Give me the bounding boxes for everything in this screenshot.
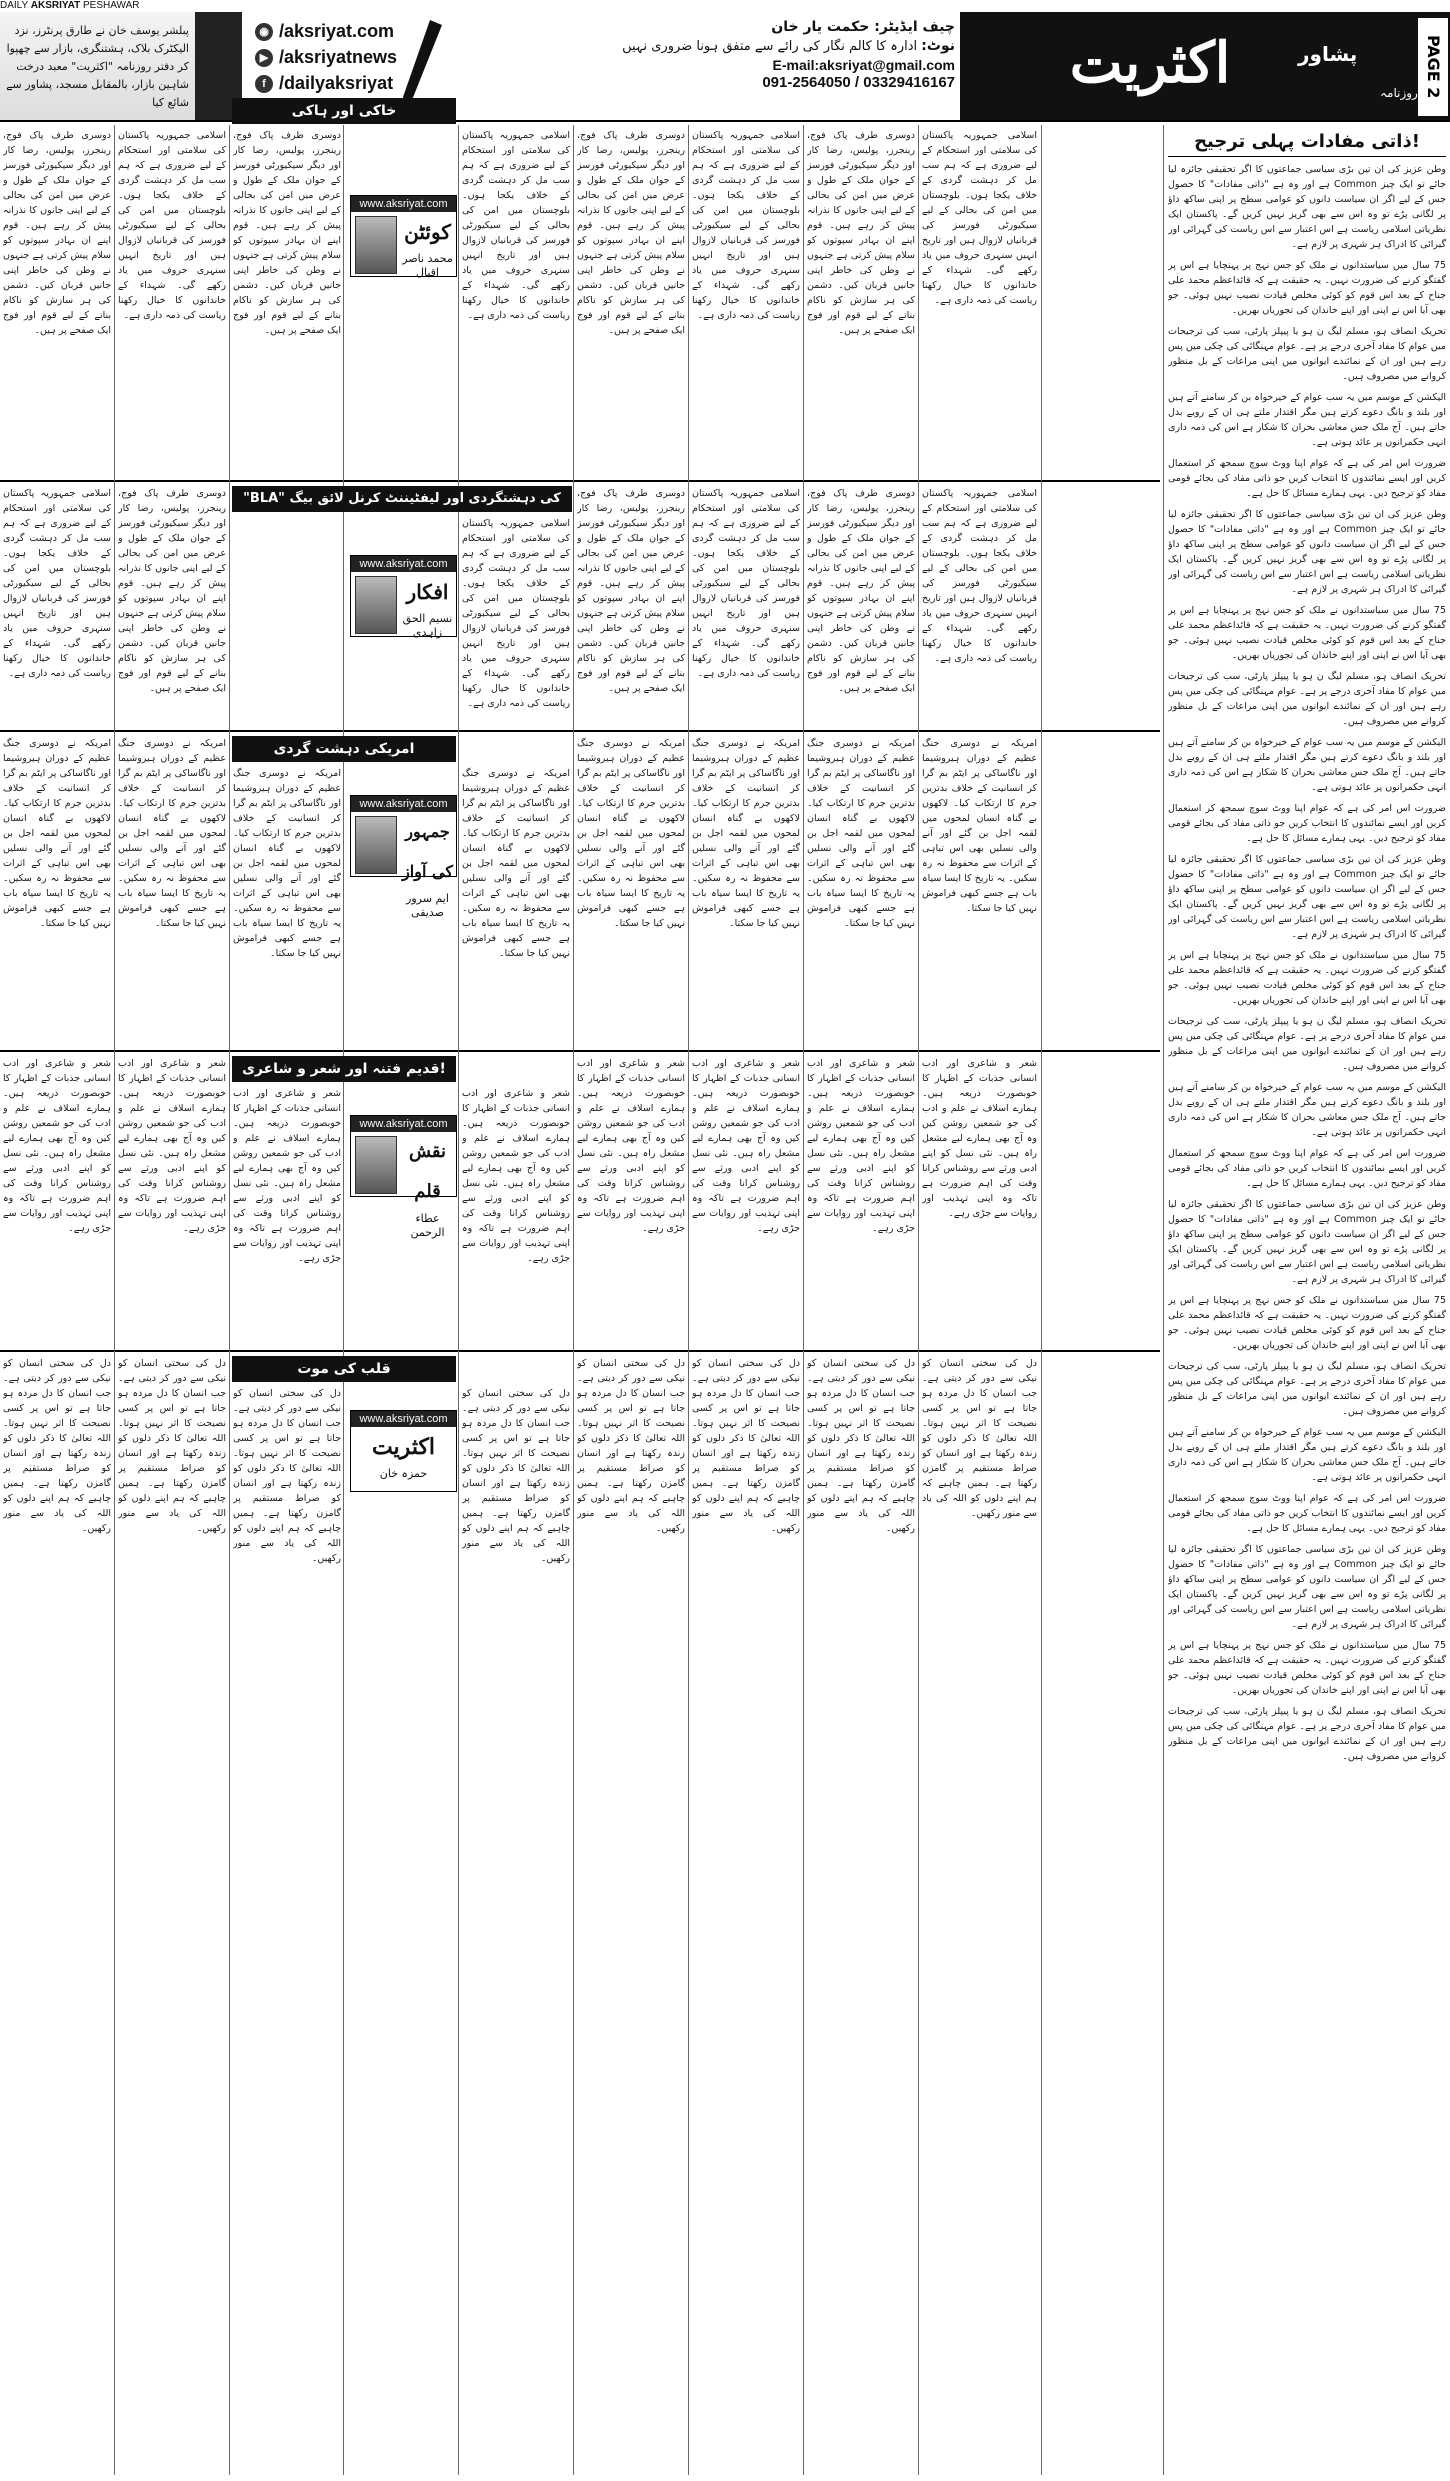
column-rule (1041, 125, 1042, 2475)
globe-icon: ◉ (255, 23, 273, 41)
lead-paragraph: 75 سال میں سیاستدانوں نے ملک کو جس نہج پر پہنچایا ہے اس پر گفتگو کرنے کی ضرورت نہیں۔ یہ حقیقت ہے کہ قائداعظم محمد علی جناح کے بعد اس قوم کو کوئی مخلص قیادت نصیب نہیں ہوئی۔ جو بھی آیا اس نے اپنی اور اپنے خاندان کی تجوریاں بھریں۔ (1168, 1295, 1446, 1351)
article-column: شعر و شاعری اور ادب انسانی جذبات کے اظہار کا خوبصورت ذریعہ ہیں۔ ہمارے اسلاف نے علم و ادب کی جو شمعیں روشن کیں وہ آج بھی ہمارے لیے مشعل راہ ہیں۔ نئی نسل کو اپنے ادبی ورثے سے روشناس کرانا وقت کی اہم ضرورت ہے تاکہ وہ اپنی تہذیب اور روایات سے جڑی رہے۔ (692, 1058, 800, 1234)
section-heading: قدیم فتنہ اور شعر و شاعری! (232, 1056, 456, 1082)
section-heading: "BLA" کی دہشتگردی اور لیفٹیننٹ کرنل لائق بیگ مرزا کی شہادت (232, 486, 572, 512)
column-rule (229, 125, 230, 2475)
article-column: دوسری طرف پاک فوج، رینجرز، پولیس، رضا کار اور دیگر سیکیورٹی فورسز کے جوان ملک کے طول و عرض میں امن کی بحالی کے لیے اپنی جانوں کا نذرانہ پیش کر رہے ہیں۔ قوم اپنے ان بہادر سپوتوں کو سلام پیش کرتی ہے جنہوں نے وطن کی خاطر اپنی جانیں قربان کیں۔ دشمن کی ہر سازش کو ناکام بنانے کے لیے قوم اور فوج ایک صفحے پر ہیں۔ (807, 130, 915, 336)
lead-paragraph: تحریک انصاف ہو، مسلم لیگ ن ہو یا پیپلز پارٹی، سب کی ترجیحات میں عوام کا مفاد آخری درجے پر ہے۔ عوام مہنگائی کی چکی میں پس رہے ہیں اور ان کے نمائندے ایوانوں میں اپنی مراعات کے بل منظور کروانے میں مصروف ہیں۔ (1168, 1361, 1446, 1417)
column-title: جمہور کی آواز (402, 822, 453, 881)
article-column: امریکہ نے دوسری جنگ عظیم کے دوران ہیروشیما اور ناگاساکی پر ایٹم بم گرا کر انسانیت کے خلاف بدترین جرم کا ارتکاب کیا۔ لاکھوں بے گناہ انسان لمحوں میں لقمہ اجل بن گئے اور آنے والی نسلیں بھی اس تباہی کے اثرات سے محفوظ نہ رہ سکیں۔ یہ تاریخ کا ایسا سیاہ باب ہے جسے کبھی فراموش نہیں کیا جا سکتا۔ (807, 738, 915, 929)
lead-paragraph: تحریک انصاف ہو، مسلم لیگ ن ہو یا پیپلز پارٹی، سب کی ترجیحات میں عوام کا مفاد آخری درجے پر ہے۔ عوام مہنگائی کی چکی میں پس رہے ہیں اور ان کے نمائندے ایوانوں میں اپنی مراعات کے بل منظور کروانے میں مصروف ہیں۔ (1168, 671, 1446, 727)
column-logo-box (350, 795, 457, 919)
lead-paragraph: تحریک انصاف ہو، مسلم لیگ ن ہو یا پیپلز پارٹی، سب کی ترجیحات میں عوام کا مفاد آخری درجے پر ہے۔ عوام مہنگائی کی چکی میں پس رہے ہیں اور ان کے نمائندے ایوانوں میں اپنی مراعات کے بل منظور کروانے میں مصروف ہیں۔ (1168, 1706, 1446, 1762)
column-rule (114, 125, 115, 2475)
lead-paragraph: ضرورت اس امر کی ہے کہ عوام اپنا ووٹ سوچ سمجھ کر استعمال کریں اور ایسے نمائندوں کا انتخاب کریں جو ذاتی مفاد کی بجائے قومی مفاد کو ترجیح دیں۔ یہی ہمارے مسائل کا حل ہے۔ (1168, 803, 1446, 844)
article-column: شعر و شاعری اور ادب انسانی جذبات کے اظہار کا خوبصورت ذریعہ ہیں۔ ہمارے اسلاف نے علم و ادب کی جو شمعیں روشن کیں وہ آج بھی ہمارے لیے مشعل راہ ہیں۔ نئی نسل کو اپنے ادبی ورثے سے روشناس کرانا وقت کی اہم ضرورت ہے تاکہ وہ اپنی تہذیب اور روایات سے جڑی رہے۔ (922, 1058, 1037, 1219)
note-label: نوٹ: (921, 38, 955, 54)
article-column: دل کی سختی انسان کو نیکی سے دور کر دیتی ہے۔ جب انسان کا دل مردہ ہو جاتا ہے تو اس پر کسی نصیحت کا اثر نہیں ہوتا۔ اللہ تعالیٰ کا ذکر دلوں کو زندہ رکھتا ہے اور انسان کو صراط مستقیم پر گامزن رکھتا ہے۔ ہمیں چاہیے کہ ہم اپنے دلوں کو اللہ کی یاد سے منور رکھیں۔ (692, 1358, 800, 1534)
article-column: اسلامی جمہوریہ پاکستان کی سلامتی اور استحکام کے لیے ضروری ہے کہ ہم سب مل کر دہشت گردی کے خلاف یکجا ہوں۔ بلوچستان میں امن کی بحالی کے لیے سیکیورٹی فورسز کی قربانیاں لازوال ہیں اور تاریخ انہیں سنہری حروف میں یاد رکھے گی۔ شہداء کے خاندانوں کا خیال رکھنا ریاست کی ذمہ داری ہے۔ (462, 518, 570, 709)
article-column: دل کی سختی انسان کو نیکی سے دور کر دیتی ہے۔ جب انسان کا دل مردہ ہو جاتا ہے تو اس پر کسی نصیحت کا اثر نہیں ہوتا۔ اللہ تعالیٰ کا ذکر دلوں کو زندہ رکھتا ہے اور انسان کو صراط مستقیم پر گامزن رکھتا ہے۔ ہمیں چاہیے کہ ہم اپنے دلوں کو اللہ کی یاد سے منور رکھیں۔ (3, 1358, 111, 1534)
lead-paragraph: 75 سال میں سیاستدانوں نے ملک کو جس نہج پر پہنچایا ہے اس پر گفتگو کرنے کی ضرورت نہیں۔ یہ حقیقت ہے کہ قائداعظم محمد علی جناح کے بعد اس قوم کو کوئی مخلص قیادت نصیب نہیں ہوئی۔ جو بھی آیا اس نے اپنی اور اپنے خاندان کی تجوریاں بھریں۔ (1168, 605, 1446, 661)
article-column: اسلامی جمہوریہ پاکستان کی سلامتی اور استحکام کے لیے ضروری ہے کہ ہم سب مل کر دہشت گردی کے خلاف یکجا ہوں۔ بلوچستان میں امن کی بحالی کے لیے سیکیورٹی فورسز کی قربانیاں لازوال ہیں اور تاریخ انہیں سنہری حروف میں یاد رکھے گی۔ شہداء کے خاندانوں کا خیال رکھنا ریاست کی ذمہ داری ہے۔ (692, 130, 800, 321)
lead-paragraph: الیکشن کے موسم میں یہ سب عوام کے خیرخواہ بن کر سامنے آتے ہیں اور بلند و بانگ دعوے کرتے ہیں مگر اقتدار ملتے ہی ان کے رویے بدل جاتے ہیں۔ آج ملک جس معاشی بحران کا شکار ہے اس کی ذمہ داری انہی حکمرانوں پر عائد ہوتی ہے۔ (1168, 1082, 1446, 1138)
top-label-city: PESHAWAR (83, 0, 140, 11)
column-url: www.aksriyat.com (351, 1411, 456, 1427)
top-label (0, 0, 1450, 12)
lead-paragraph: ضرورت اس امر کی ہے کہ عوام اپنا ووٹ سوچ سمجھ کر استعمال کریں اور ایسے نمائندوں کا انتخاب کریں جو ذاتی مفاد کی بجائے قومی مفاد کو ترجیح دیں۔ یہی ہمارے مسائل کا حل ہے۔ (1168, 1148, 1446, 1189)
social-link-facebook[interactable] (255, 70, 405, 96)
article-column: دل کی سختی انسان کو نیکی سے دور کر دیتی ہے۔ جب انسان کا دل مردہ ہو جاتا ہے تو اس پر کسی نصیحت کا اثر نہیں ہوتا۔ اللہ تعالیٰ کا ذکر دلوں کو زندہ رکھتا ہے اور انسان کو صراط مستقیم پر گامزن رکھتا ہے۔ ہمیں چاہیے کہ ہم اپنے دلوں کو اللہ کی یاد سے منور رکھیں۔ (577, 1358, 685, 1534)
column-rule (573, 125, 574, 2475)
section-heading: امریکی دہشت گردی (232, 736, 456, 762)
lead-paragraph: تحریک انصاف ہو، مسلم لیگ ن ہو یا پیپلز پارٹی، سب کی ترجیحات میں عوام کا مفاد آخری درجے پر ہے۔ عوام مہنگائی کی چکی میں پس رہے ہیں اور ان کے نمائندے ایوانوں میں اپنی مراعات کے بل منظور کروانے میں مصروف ہیں۔ (1168, 1016, 1446, 1072)
article-column: اسلامی جمہوریہ پاکستان کی سلامتی اور استحکام کے لیے ضروری ہے کہ ہم سب مل کر دہشت گردی کے خلاف یکجا ہوں۔ بلوچستان میں امن کی بحالی کے لیے سیکیورٹی فورسز کی قربانیاں لازوال ہیں اور تاریخ انہیں سنہری حروف میں یاد رکھے گی۔ شہداء کے خاندانوں کا خیال رکھنا ریاست کی ذمہ داری ہے۔ (118, 130, 226, 321)
column-title: کوئٹن (404, 220, 451, 244)
article-column: اسلامی جمہوریہ پاکستان کی سلامتی اور استحکام کے لیے ضروری ہے کہ ہم سب مل کر دہشت گردی کے خلاف یکجا ہوں۔ بلوچستان میں امن کی بحالی کے لیے سیکیورٹی فورسز کی قربانیاں لازوال ہیں اور تاریخ انہیں سنہری حروف میں یاد رکھے گی۔ شہداء کے خاندانوں کا خیال رکھنا ریاست کی ذمہ داری ہے۔ (922, 130, 1037, 306)
lead-paragraph: وطن عزیز کی ان تین بڑی سیاسی جماعتوں کا اگر تحقیقی جائزہ لیا جائے تو ایک چیز Common ہے اور وہ ہے "ذاتی مفادات" کا حصول جس کے لیے اگر ان سیاست دانوں کو عوامی سطح پر اپنی ساکھ داؤ پر لگانی پڑے تو وہ اس سے بھی گریز نہیں کریں گے۔ پاکستان ایک نظریاتی اسلامی ریاست ہے اس اعتبار سے اس ریاست کی گہرائی اور گیرائی کا ادراک ہر شہری پر لازم ہے۔ (1168, 1199, 1446, 1285)
section-heading: خاکی اور ہاکی (232, 98, 456, 124)
column-logo-box (350, 1115, 457, 1239)
note-text: ادارہ کا کالم نگار کی رائے سے متفق ہونا ضروری نہیں (622, 39, 918, 54)
logo-city: پشاور (1298, 42, 1358, 66)
column-url: www.aksriyat.com (351, 796, 456, 812)
newspaper-logo: اکثریت (1069, 30, 1231, 96)
lead-paragraph: وطن عزیز کی ان تین بڑی سیاسی جماعتوں کا اگر تحقیقی جائزہ لیا جائے تو ایک چیز Common ہے اور وہ ہے "ذاتی مفادات" کا حصول جس کے لیے اگر ان سیاست دانوں کو عوامی سطح پر اپنی ساکھ داؤ پر لگانی پڑے تو وہ اس سے بھی گریز نہیں کریں گے۔ پاکستان ایک نظریاتی اسلامی ریاست ہے اس اعتبار سے اس ریاست کی گہرائی اور گیرائی کا ادراک ہر شہری پر لازم ہے۔ (1168, 509, 1446, 595)
social-link-youtube[interactable] (255, 44, 405, 70)
column-logo-box (350, 1410, 457, 1492)
column-author: محمد ناصر اقبال (402, 252, 453, 279)
column-title: نقش قلم (408, 1141, 447, 1202)
article-column: امریکہ نے دوسری جنگ عظیم کے دوران ہیروشیما اور ناگاساکی پر ایٹم بم گرا کر انسانیت کے خلاف بدترین جرم کا ارتکاب کیا۔ لاکھوں بے گناہ انسان لمحوں میں لقمہ اجل بن گئے اور آنے والی نسلیں بھی اس تباہی کے اثرات سے محفوظ نہ رہ سکیں۔ یہ تاریخ کا ایسا سیاہ باب ہے جسے کبھی فراموش نہیں کیا جا سکتا۔ (922, 738, 1037, 914)
column-rule (803, 125, 804, 2475)
article-column: اسلامی جمہوریہ پاکستان کی سلامتی اور استحکام کے لیے ضروری ہے کہ ہم سب مل کر دہشت گردی کے خلاف یکجا ہوں۔ بلوچستان میں امن کی بحالی کے لیے سیکیورٹی فورسز کی قربانیاں لازوال ہیں اور تاریخ انہیں سنہری حروف میں یاد رکھے گی۔ شہداء کے خاندانوں کا خیال رکھنا ریاست کی ذمہ داری ہے۔ (462, 130, 570, 321)
social-link-website[interactable] (255, 18, 405, 44)
article-column: دل کی سختی انسان کو نیکی سے دور کر دیتی ہے۔ جب انسان کا دل مردہ ہو جاتا ہے تو اس پر کسی نصیحت کا اثر نہیں ہوتا۔ اللہ تعالیٰ کا ذکر دلوں کو زندہ رکھتا ہے اور انسان کو صراط مستقیم پر گامزن رکھتا ہے۔ ہمیں چاہیے کہ ہم اپنے دلوں کو اللہ کی یاد سے منور رکھیں۔ (807, 1358, 915, 1534)
section-rule (0, 730, 1160, 732)
author-photo (355, 816, 397, 874)
article-column: دل کی سختی انسان کو نیکی سے دور کر دیتی ہے۔ جب انسان کا دل مردہ ہو جاتا ہے تو اس پر کسی نصیحت کا اثر نہیں ہوتا۔ اللہ تعالیٰ کا ذکر دلوں کو زندہ رکھتا ہے اور انسان کو صراط مستقیم پر گامزن رکھتا ہے۔ ہمیں چاہیے کہ ہم اپنے دلوں کو اللہ کی یاد سے منور رکھیں۔ (233, 1388, 341, 1564)
lead-paragraph: ضرورت اس امر کی ہے کہ عوام اپنا ووٹ سوچ سمجھ کر استعمال کریں اور ایسے نمائندوں کا انتخاب کریں جو ذاتی مفاد کی بجائے قومی مفاد کو ترجیح دیں۔ یہی ہمارے مسائل کا حل ہے۔ (1168, 1493, 1446, 1534)
article-column: دوسری طرف پاک فوج، رینجرز، پولیس، رضا کار اور دیگر سیکیورٹی فورسز کے جوان ملک کے طول و عرض میں امن کی بحالی کے لیے اپنی جانوں کا نذرانہ پیش کر رہے ہیں۔ قوم اپنے ان بہادر سپوتوں کو سلام پیش کرتی ہے جنہوں نے وطن کی خاطر اپنی جانیں قربان کیں۔ دشمن کی ہر سازش کو ناکام بنانے کے لیے قوم اور فوج ایک صفحے پر ہیں۔ (118, 488, 226, 694)
column-author: حمزہ خان (379, 1467, 428, 1480)
social-label: /aksriyat.com (279, 21, 395, 41)
lead-paragraph: الیکشن کے موسم میں یہ سب عوام کے خیرخواہ بن کر سامنے آتے ہیں اور بلند و بانگ دعوے کرتے ہیں مگر اقتدار ملتے ہی ان کے رویے بدل جاتے ہیں۔ آج ملک جس معاشی بحران کا شکار ہے اس کی ذمہ داری انہی حکمرانوں پر عائد ہوتی ہے۔ (1168, 1427, 1446, 1483)
column-logo-box (350, 555, 457, 637)
lead-paragraph: الیکشن کے موسم میں یہ سب عوام کے خیرخواہ بن کر سامنے آتے ہیں اور بلند و بانگ دعوے کرتے ہیں مگر اقتدار ملتے ہی ان کے رویے بدل جاتے ہیں۔ آج ملک جس معاشی بحران کا شکار ہے اس کی ذمہ داری انہی حکمرانوں پر عائد ہوتی ہے۔ (1168, 392, 1446, 448)
lead-paragraph: ضرورت اس امر کی ہے کہ عوام اپنا ووٹ سوچ سمجھ کر استعمال کریں اور ایسے نمائندوں کا انتخاب کریں جو ذاتی مفاد کی بجائے قومی مفاد کو ترجیح دیں۔ یہی ہمارے مسائل کا حل ہے۔ (1168, 458, 1446, 499)
article-column: اسلامی جمہوریہ پاکستان کی سلامتی اور استحکام کے لیے ضروری ہے کہ ہم سب مل کر دہشت گردی کے خلاف یکجا ہوں۔ بلوچستان میں امن کی بحالی کے لیے سیکیورٹی فورسز کی قربانیاں لازوال ہیں اور تاریخ انہیں سنہری حروف میں یاد رکھے گی۔ شہداء کے خاندانوں کا خیال رکھنا ریاست کی ذمہ داری ہے۔ (692, 488, 800, 679)
article-column: دوسری طرف پاک فوج، رینجرز، پولیس، رضا کار اور دیگر سیکیورٹی فورسز کے جوان ملک کے طول و عرض میں امن کی بحالی کے لیے اپنی جانوں کا نذرانہ پیش کر رہے ہیں۔ قوم اپنے ان بہادر سپوتوں کو سلام پیش کرتی ہے جنہوں نے وطن کی خاطر اپنی جانیں قربان کیں۔ دشمن کی ہر سازش کو ناکام بنانے کے لیے قوم اور فوج ایک صفحے پر ہیں۔ (3, 130, 111, 336)
author-photo (355, 1136, 397, 1194)
facebook-icon: f (255, 75, 273, 93)
lead-paragraph: 75 سال میں سیاستدانوں نے ملک کو جس نہج پر پہنچایا ہے اس پر گفتگو کرنے کی ضرورت نہیں۔ یہ حقیقت ہے کہ قائداعظم محمد علی جناح کے بعد اس قوم کو کوئی مخلص قیادت نصیب نہیں ہوئی۔ جو بھی آیا اس نے اپنی اور اپنے خاندان کی تجوریاں بھریں۔ (1168, 1640, 1446, 1696)
article-column: امریکہ نے دوسری جنگ عظیم کے دوران ہیروشیما اور ناگاساکی پر ایٹم بم گرا کر انسانیت کے خلاف بدترین جرم کا ارتکاب کیا۔ لاکھوں بے گناہ انسان لمحوں میں لقمہ اجل بن گئے اور آنے والی نسلیں بھی اس تباہی کے اثرات سے محفوظ نہ رہ سکیں۔ یہ تاریخ کا ایسا سیاہ باب ہے جسے کبھی فراموش نہیں کیا جا سکتا۔ (577, 738, 685, 929)
section-rule (0, 1050, 1160, 1052)
top-label-name: AKSRIYAT (30, 0, 81, 11)
social-links (255, 18, 405, 96)
column-url: www.aksriyat.com (351, 556, 456, 572)
phone-text: 091-2564050 / 03329416167 (762, 74, 955, 91)
lead-paragraph: 75 سال میں سیاستدانوں نے ملک کو جس نہج پر پہنچایا ہے اس پر گفتگو کرنے کی ضرورت نہیں۔ یہ حقیقت ہے کہ قائداعظم محمد علی جناح کے بعد اس قوم کو کوئی مخلص قیادت نصیب نہیں ہوئی۔ جو بھی آیا اس نے اپنی اور اپنے خاندان کی تجوریاں بھریں۔ (1168, 260, 1446, 316)
social-label: /aksriyatnews (279, 47, 398, 67)
article-column: شعر و شاعری اور ادب انسانی جذبات کے اظہار کا خوبصورت ذریعہ ہیں۔ ہمارے اسلاف نے علم و ادب کی جو شمعیں روشن کیں وہ آج بھی ہمارے لیے مشعل راہ ہیں۔ نئی نسل کو اپنے ادبی ورثے سے روشناس کرانا وقت کی اہم ضرورت ہے تاکہ وہ اپنی تہذیب اور روایات سے جڑی رہے۔ (233, 1088, 341, 1264)
article-column: اسلامی جمہوریہ پاکستان کی سلامتی اور استحکام کے لیے ضروری ہے کہ ہم سب مل کر دہشت گردی کے خلاف یکجا ہوں۔ بلوچستان میں امن کی بحالی کے لیے سیکیورٹی فورسز کی قربانیاں لازوال ہیں اور تاریخ انہیں سنہری حروف میں یاد رکھے گی۔ شہداء کے خاندانوں کا خیال رکھنا ریاست کی ذمہ داری ہے۔ (3, 488, 111, 679)
lead-paragraph: تحریک انصاف ہو، مسلم لیگ ن ہو یا پیپلز پارٹی، سب کی ترجیحات میں عوام کا مفاد آخری درجے پر ہے۔ عوام مہنگائی کی چکی میں پس رہے ہیں اور ان کے نمائندے ایوانوں میں اپنی مراعات کے بل منظور کروانے میں مصروف ہیں۔ (1168, 326, 1446, 382)
social-label: /dailyaksriyat (279, 73, 394, 93)
logo-sub: روزنامہ (1380, 86, 1418, 100)
article-column: دل کی سختی انسان کو نیکی سے دور کر دیتی ہے۔ جب انسان کا دل مردہ ہو جاتا ہے تو اس پر کسی نصیحت کا اثر نہیں ہوتا۔ اللہ تعالیٰ کا ذکر دلوں کو زندہ رکھتا ہے اور انسان کو صراط مستقیم پر گامزن رکھتا ہے۔ ہمیں چاہیے کہ ہم اپنے دلوں کو اللہ کی یاد سے منور رکھیں۔ (118, 1358, 226, 1534)
column-title: اکثریت (371, 1434, 436, 1460)
page-number: PAGE 2 (1418, 18, 1448, 116)
top-label-daily: DAILY (0, 0, 28, 11)
lead-paragraph: وطن عزیز کی ان تین بڑی سیاسی جماعتوں کا اگر تحقیقی جائزہ لیا جائے تو ایک چیز Common ہے اور وہ ہے "ذاتی مفادات" کا حصول جس کے لیے اگر ان سیاست دانوں کو عوامی سطح پر اپنی ساکھ داؤ پر لگانی پڑے تو وہ اس سے بھی گریز نہیں کریں گے۔ پاکستان ایک نظریاتی اسلامی ریاست ہے اس اعتبار سے اس ریاست کی گہرائی اور گیرائی کا ادراک ہر شہری پر لازم ہے۔ (1168, 1544, 1446, 1630)
article-column: شعر و شاعری اور ادب انسانی جذبات کے اظہار کا خوبصورت ذریعہ ہیں۔ ہمارے اسلاف نے علم و ادب کی جو شمعیں روشن کیں وہ آج بھی ہمارے لیے مشعل راہ ہیں۔ نئی نسل کو اپنے ادبی ورثے سے روشناس کرانا وقت کی اہم ضرورت ہے تاکہ وہ اپنی تہذیب اور روایات سے جڑی رہے۔ (3, 1058, 111, 1234)
column-rule (688, 125, 689, 2475)
lead-paragraph: وطن عزیز کی ان تین بڑی سیاسی جماعتوں کا اگر تحقیقی جائزہ لیا جائے تو ایک چیز Common ہے اور وہ ہے "ذاتی مفادات" کا حصول جس کے لیے اگر ان سیاست دانوں کو عوامی سطح پر اپنی ساکھ داؤ پر لگانی پڑے تو وہ اس سے بھی گریز نہیں کریں گے۔ پاکستان ایک نظریاتی اسلامی ریاست ہے اس اعتبار سے اس ریاست کی گہرائی اور گیرائی کا ادراک ہر شہری پر لازم ہے۔ (1168, 854, 1446, 940)
article-column: امریکہ نے دوسری جنگ عظیم کے دوران ہیروشیما اور ناگاساکی پر ایٹم بم گرا کر انسانیت کے خلاف بدترین جرم کا ارتکاب کیا۔ لاکھوں بے گناہ انسان لمحوں میں لقمہ اجل بن گئے اور آنے والی نسلیں بھی اس تباہی کے اثرات سے محفوظ نہ رہ سکیں۔ یہ تاریخ کا ایسا سیاہ باب ہے جسے کبھی فراموش نہیں کیا جا سکتا۔ (118, 738, 226, 929)
column-rule (343, 125, 344, 2475)
article-column: امریکہ نے دوسری جنگ عظیم کے دوران ہیروشیما اور ناگاساکی پر ایٹم بم گرا کر انسانیت کے خلاف بدترین جرم کا ارتکاب کیا۔ لاکھوں بے گناہ انسان لمحوں میں لقمہ اجل بن گئے اور آنے والی نسلیں بھی اس تباہی کے اثرات سے محفوظ نہ رہ سکیں۔ یہ تاریخ کا ایسا سیاہ باب ہے جسے کبھی فراموش نہیں کیا جا سکتا۔ (3, 738, 111, 929)
author-photo (355, 216, 397, 274)
column-author: عطاء الرحمن (410, 1212, 445, 1239)
article-column: دوسری طرف پاک فوج، رینجرز، پولیس، رضا کار اور دیگر سیکیورٹی فورسز کے جوان ملک کے طول و عرض میں امن کی بحالی کے لیے اپنی جانوں کا نذرانہ پیش کر رہے ہیں۔ قوم اپنے ان بہادر سپوتوں کو سلام پیش کرتی ہے جنہوں نے وطن کی خاطر اپنی جانیں قربان کیں۔ دشمن کی ہر سازش کو ناکام بنانے کے لیے قوم اور فوج ایک صفحے پر ہیں۔ (807, 488, 915, 694)
column-rule (458, 125, 459, 2475)
author-photo (355, 576, 397, 634)
column-url: www.aksriyat.com (351, 1116, 456, 1132)
lead-paragraph: 75 سال میں سیاستدانوں نے ملک کو جس نہج پر پہنچایا ہے اس پر گفتگو کرنے کی ضرورت نہیں۔ یہ حقیقت ہے کہ قائداعظم محمد علی جناح کے بعد اس قوم کو کوئی مخلص قیادت نصیب نہیں ہوئی۔ جو بھی آیا اس نے اپنی اور اپنے خاندان کی تجوریاں بھریں۔ (1168, 950, 1446, 1006)
article-column: امریکہ نے دوسری جنگ عظیم کے دوران ہیروشیما اور ناگاساکی پر ایٹم بم گرا کر انسانیت کے خلاف بدترین جرم کا ارتکاب کیا۔ لاکھوں بے گناہ انسان لمحوں میں لقمہ اجل بن گئے اور آنے والی نسلیں بھی اس تباہی کے اثرات سے محفوظ نہ رہ سکیں۔ یہ تاریخ کا ایسا سیاہ باب ہے جسے کبھی فراموش نہیں کیا جا سکتا۔ (462, 768, 570, 959)
chief-editor: چیف ایڈیٹر: حکمت یار خان (771, 19, 955, 35)
lead-body (1168, 162, 1446, 2472)
column-title: افکار (406, 580, 449, 604)
lead-paragraph: الیکشن کے موسم میں یہ سب عوام کے خیرخواہ بن کر سامنے آتے ہیں اور بلند و بانگ دعوے کرتے ہیں مگر اقتدار ملتے ہی ان کے رویے بدل جاتے ہیں۔ آج ملک جس معاشی بحران کا شکار ہے اس کی ذمہ داری انہی حکمرانوں پر عائد ہوتی ہے۔ (1168, 737, 1446, 793)
email-text: E-mail:aksriyat@gmail.com (772, 57, 955, 73)
article-column: امریکہ نے دوسری جنگ عظیم کے دوران ہیروشیما اور ناگاساکی پر ایٹم بم گرا کر انسانیت کے خلاف بدترین جرم کا ارتکاب کیا۔ لاکھوں بے گناہ انسان لمحوں میں لقمہ اجل بن گئے اور آنے والی نسلیں بھی اس تباہی کے اثرات سے محفوظ نہ رہ سکیں۔ یہ تاریخ کا ایسا سیاہ باب ہے جسے کبھی فراموش نہیں کیا جا سکتا۔ (233, 768, 341, 959)
column-author: ایم سرور صدیقی (406, 892, 449, 919)
article-column: شعر و شاعری اور ادب انسانی جذبات کے اظہار کا خوبصورت ذریعہ ہیں۔ ہمارے اسلاف نے علم و ادب کی جو شمعیں روشن کیں وہ آج بھی ہمارے لیے مشعل راہ ہیں۔ نئی نسل کو اپنے ادبی ورثے سے روشناس کرانا وقت کی اہم ضرورت ہے تاکہ وہ اپنی تہذیب اور روایات سے جڑی رہے۔ (807, 1058, 915, 1234)
section-heading: قلب کی موت (232, 1356, 456, 1382)
article-column: شعر و شاعری اور ادب انسانی جذبات کے اظہار کا خوبصورت ذریعہ ہیں۔ ہمارے اسلاف نے علم و ادب کی جو شمعیں روشن کیں وہ آج بھی ہمارے لیے مشعل راہ ہیں۔ نئی نسل کو اپنے ادبی ورثے سے روشناس کرانا وقت کی اہم ضرورت ہے تاکہ وہ اپنی تہذیب اور روایات سے جڑی رہے۔ (118, 1058, 226, 1234)
column-logo-box (350, 195, 457, 277)
article-column: دوسری طرف پاک فوج، رینجرز، پولیس، رضا کار اور دیگر سیکیورٹی فورسز کے جوان ملک کے طول و عرض میں امن کی بحالی کے لیے اپنی جانوں کا نذرانہ پیش کر رہے ہیں۔ قوم اپنے ان بہادر سپوتوں کو سلام پیش کرتی ہے جنہوں نے وطن کی خاطر اپنی جانیں قربان کیں۔ دشمن کی ہر سازش کو ناکام بنانے کے لیے قوم اور فوج ایک صفحے پر ہیں۔ (577, 130, 685, 336)
article-column: دل کی سختی انسان کو نیکی سے دور کر دیتی ہے۔ جب انسان کا دل مردہ ہو جاتا ہے تو اس پر کسی نصیحت کا اثر نہیں ہوتا۔ اللہ تعالیٰ کا ذکر دلوں کو زندہ رکھتا ہے اور انسان کو صراط مستقیم پر گامزن رکھتا ہے۔ ہمیں چاہیے کہ ہم اپنے دلوں کو اللہ کی یاد سے منور رکھیں۔ (922, 1358, 1037, 1519)
article-column: دوسری طرف پاک فوج، رینجرز، پولیس، رضا کار اور دیگر سیکیورٹی فورسز کے جوان ملک کے طول و عرض میں امن کی بحالی کے لیے اپنی جانوں کا نذرانہ پیش کر رہے ہیں۔ قوم اپنے ان بہادر سپوتوں کو سلام پیش کرتی ہے جنہوں نے وطن کی خاطر اپنی جانیں قربان کیں۔ دشمن کی ہر سازش کو ناکام بنانے کے لیے قوم اور فوج ایک صفحے پر ہیں۔ (577, 488, 685, 694)
lead-paragraph: وطن عزیز کی ان تین بڑی سیاسی جماعتوں کا اگر تحقیقی جائزہ لیا جائے تو ایک چیز Common ہے اور وہ ہے "ذاتی مفادات" کا حصول جس کے لیے اگر ان سیاست دانوں کو عوامی سطح پر اپنی ساکھ داؤ پر لگانی پڑے تو وہ اس سے بھی گریز نہیں کریں گے۔ پاکستان ایک نظریاتی اسلامی ریاست ہے اس اعتبار سے اس ریاست کی گہرائی اور گیرائی کا ادراک ہر شہری پر لازم ہے۔ (1168, 164, 1446, 250)
section-rule (0, 480, 1160, 482)
editor-info (600, 18, 955, 92)
column-author: نسیم الحق زاہدی (402, 612, 453, 639)
article-column: دل کی سختی انسان کو نیکی سے دور کر دیتی ہے۔ جب انسان کا دل مردہ ہو جاتا ہے تو اس پر کسی نصیحت کا اثر نہیں ہوتا۔ اللہ تعالیٰ کا ذکر دلوں کو زندہ رکھتا ہے اور انسان کو صراط مستقیم پر گامزن رکھتا ہے۔ ہمیں چاہیے کہ ہم اپنے دلوں کو اللہ کی یاد سے منور رکھیں۔ (462, 1388, 570, 1564)
column-rule (918, 125, 919, 2475)
publisher-note: پبلشر یوسف خان نے طارق پرنٹرز، نزد الیکٹرک بلاک، ہشتنگری، بازار سے چھپوا کر دفتر روزنامہ "اکثریت" معبد درخت شاہین بازار، بالمقابل مسجد، پشاور سے شائع کیا (6, 24, 189, 109)
column-rule (1163, 125, 1164, 2475)
article-column: شعر و شاعری اور ادب انسانی جذبات کے اظہار کا خوبصورت ذریعہ ہیں۔ ہمارے اسلاف نے علم و ادب کی جو شمعیں روشن کیں وہ آج بھی ہمارے لیے مشعل راہ ہیں۔ نئی نسل کو اپنے ادبی ورثے سے روشناس کرانا وقت کی اہم ضرورت ہے تاکہ وہ اپنی تہذیب اور روایات سے جڑی رہے۔ (577, 1058, 685, 1234)
article-column: اسلامی جمہوریہ پاکستان کی سلامتی اور استحکام کے لیے ضروری ہے کہ ہم سب مل کر دہشت گردی کے خلاف یکجا ہوں۔ بلوچستان میں امن کی بحالی کے لیے سیکیورٹی فورسز کی قربانیاں لازوال ہیں اور تاریخ انہیں سنہری حروف میں یاد رکھے گی۔ شہداء کے خاندانوں کا خیال رکھنا ریاست کی ذمہ داری ہے۔ (922, 488, 1037, 664)
article-column: دوسری طرف پاک فوج، رینجرز، پولیس، رضا کار اور دیگر سیکیورٹی فورسز کے جوان ملک کے طول و عرض میں امن کی بحالی کے لیے اپنی جانوں کا نذرانہ پیش کر رہے ہیں۔ قوم اپنے ان بہادر سپوتوں کو سلام پیش کرتی ہے جنہوں نے وطن کی خاطر اپنی جانیں قربان کیں۔ دشمن کی ہر سازش کو ناکام بنانے کے لیے قوم اور فوج ایک صفحے پر ہیں۔ (233, 130, 341, 336)
lead-title: ذاتی مفادات پہلی ترجیح! (1168, 128, 1446, 157)
youtube-icon: ▶ (255, 49, 273, 67)
article-column: شعر و شاعری اور ادب انسانی جذبات کے اظہار کا خوبصورت ذریعہ ہیں۔ ہمارے اسلاف نے علم و ادب کی جو شمعیں روشن کیں وہ آج بھی ہمارے لیے مشعل راہ ہیں۔ نئی نسل کو اپنے ادبی ورثے سے روشناس کرانا وقت کی اہم ضرورت ہے تاکہ وہ اپنی تہذیب اور روایات سے جڑی رہے۔ (462, 1088, 570, 1264)
article-column: امریکہ نے دوسری جنگ عظیم کے دوران ہیروشیما اور ناگاساکی پر ایٹم بم گرا کر انسانیت کے خلاف بدترین جرم کا ارتکاب کیا۔ لاکھوں بے گناہ انسان لمحوں میں لقمہ اجل بن گئے اور آنے والی نسلیں بھی اس تباہی کے اثرات سے محفوظ نہ رہ سکیں۔ یہ تاریخ کا ایسا سیاہ باب ہے جسے کبھی فراموش نہیں کیا جا سکتا۔ (692, 738, 800, 929)
column-url: www.aksriyat.com (351, 196, 456, 212)
section-rule (0, 1350, 1160, 1352)
